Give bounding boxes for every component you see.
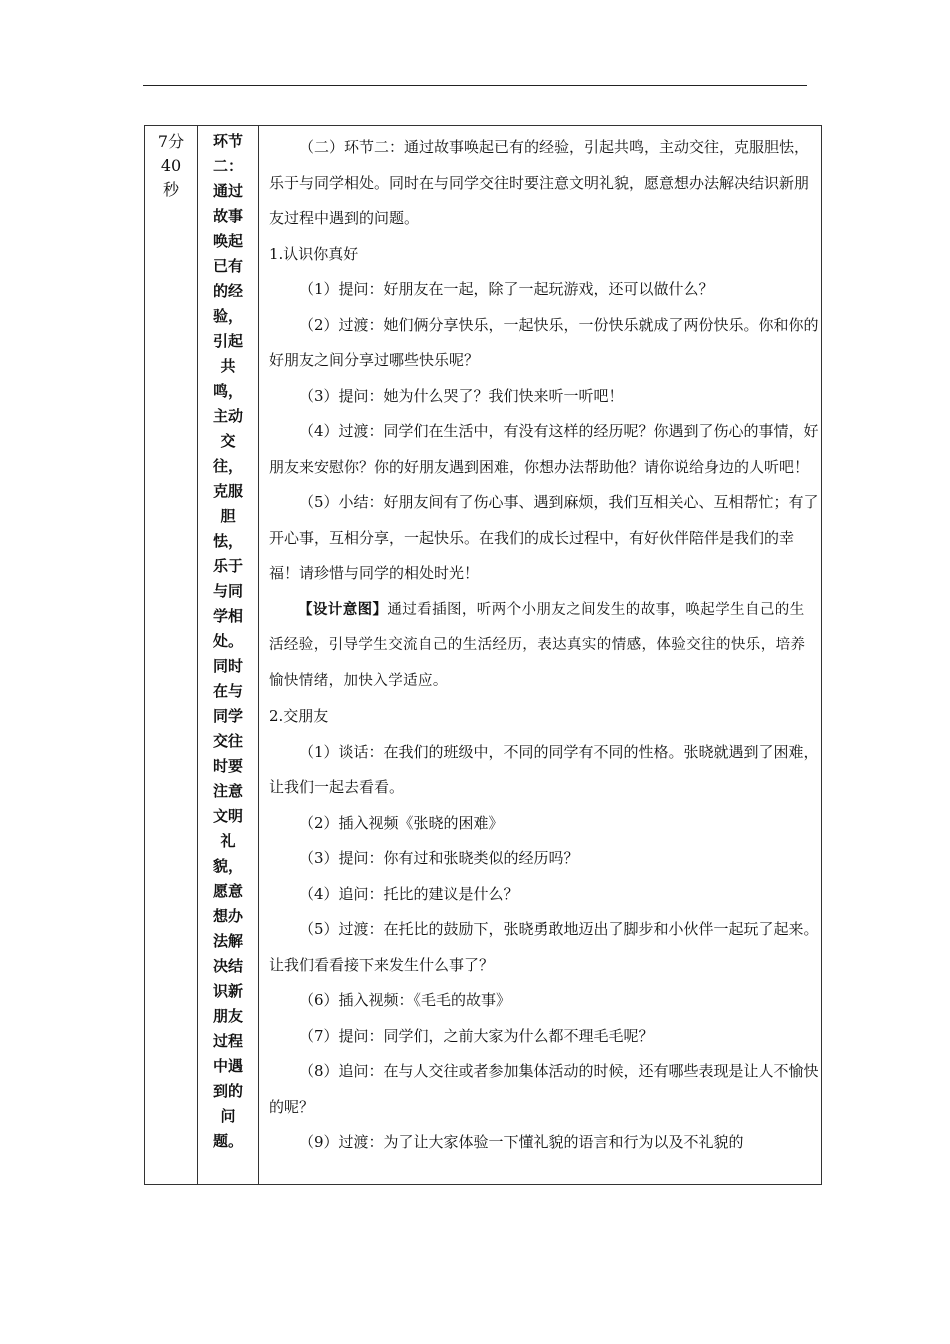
list-item: （4）过渡：同学们在生活中，有没有这样的经历呢？你遇到了伤心的事情，好朋友来安慰你？你的好朋友遇到困难，你想办法帮助他？请你说给身边的人听吧！ — [269, 422, 819, 476]
list-item: （5）过渡：在托比的鼓励下，张晓勇敢地迈出了脚步和小伙伴一起玩了起来。让我们看看接下来发生什么事了？ — [269, 920, 819, 974]
list-item: （1）谈话：在我们的班级中，不同的同学有不同的性格。张晓就遇到了困难，让我们一起去看看。 — [269, 742, 819, 796]
list-item: （7）提问：同学们，之前大家为什么都不理毛毛呢？ — [299, 1026, 654, 1045]
time-text: 7分40秒 — [157, 132, 185, 199]
time-cell — [145, 126, 198, 1185]
list-item: （2）过渡：她们俩分享快乐，一起快乐，一份快乐就成了两份快乐。你和你的好朋友之间分享过哪些快乐呢？ — [269, 315, 819, 369]
design-intent-paragraph — [269, 592, 819, 700]
stage-cell — [198, 126, 259, 1185]
table-row — [145, 126, 822, 1185]
list-item: （2）插入视频《张晓的困难》 — [299, 813, 504, 832]
design-intent-tag: 【设计意图】 — [298, 600, 388, 618]
list-item: （8）追问：在与人交往或者参加集体活动的时候，还有哪些表现是让人不愉快的呢？ — [269, 1062, 819, 1116]
stage-label: 环节二：通过故事唤起已有的经验，引起共鸣，主动交往，克服胆怯，乐于与同学相处。同时在与同学交往时要注意文明礼貌，愿意想办法解决结识新朋友过程中遇到的问题。 — [212, 132, 243, 1150]
section1-title: 1.认识你真好 — [269, 244, 359, 263]
list-item: （3）提问：她为什么哭了？我们快来听一听吧！ — [299, 386, 624, 405]
list-item: （3）提问：你有过和张晓类似的经历吗？ — [299, 849, 579, 867]
list-item: （4）追问：托比的建议是什么？ — [299, 884, 519, 903]
list-item: （9）过渡：为了让大家体验一下懂礼貌的语言和行为以及不礼貌的 — [299, 1133, 744, 1151]
header-rule — [143, 85, 807, 86]
intro-paragraph: （二）环节二：通过故事唤起已有的经验，引起共鸣，主动交往，克服胆怯，乐于与同学相处。同时在与同学交往时要注意文明礼貌，愿意想办法解决结识新朋友过程中遇到的问题。 — [269, 138, 810, 227]
section2-title: 2.交朋友 — [269, 707, 329, 725]
list-item: （6）插入视频：《毛毛的故事》 — [299, 991, 512, 1009]
list-item: （1）提问：好朋友在一起，除了一起玩游戏，还可以做什么？ — [299, 280, 714, 298]
content-cell — [259, 126, 822, 1185]
lesson-plan-table — [144, 125, 822, 1185]
design-intent-text: 通过看插图，听两个小朋友之间发生的故事，唤起学生自己的生活经验，引导学生交流自己的生活经历，表达真实的情感，体验交往的快乐，培养愉快情绪，加快入学适应。 — [269, 601, 806, 689]
list-item: （5）小结：好朋友间有了伤心事、遇到麻烦，我们互相关心、互相帮忙；有了开心事，互相分享，一起快乐。在我们的成长过程中，有好伙伴陪伴是我们的幸福！请珍惜与同学的相处时光！ — [269, 493, 819, 582]
